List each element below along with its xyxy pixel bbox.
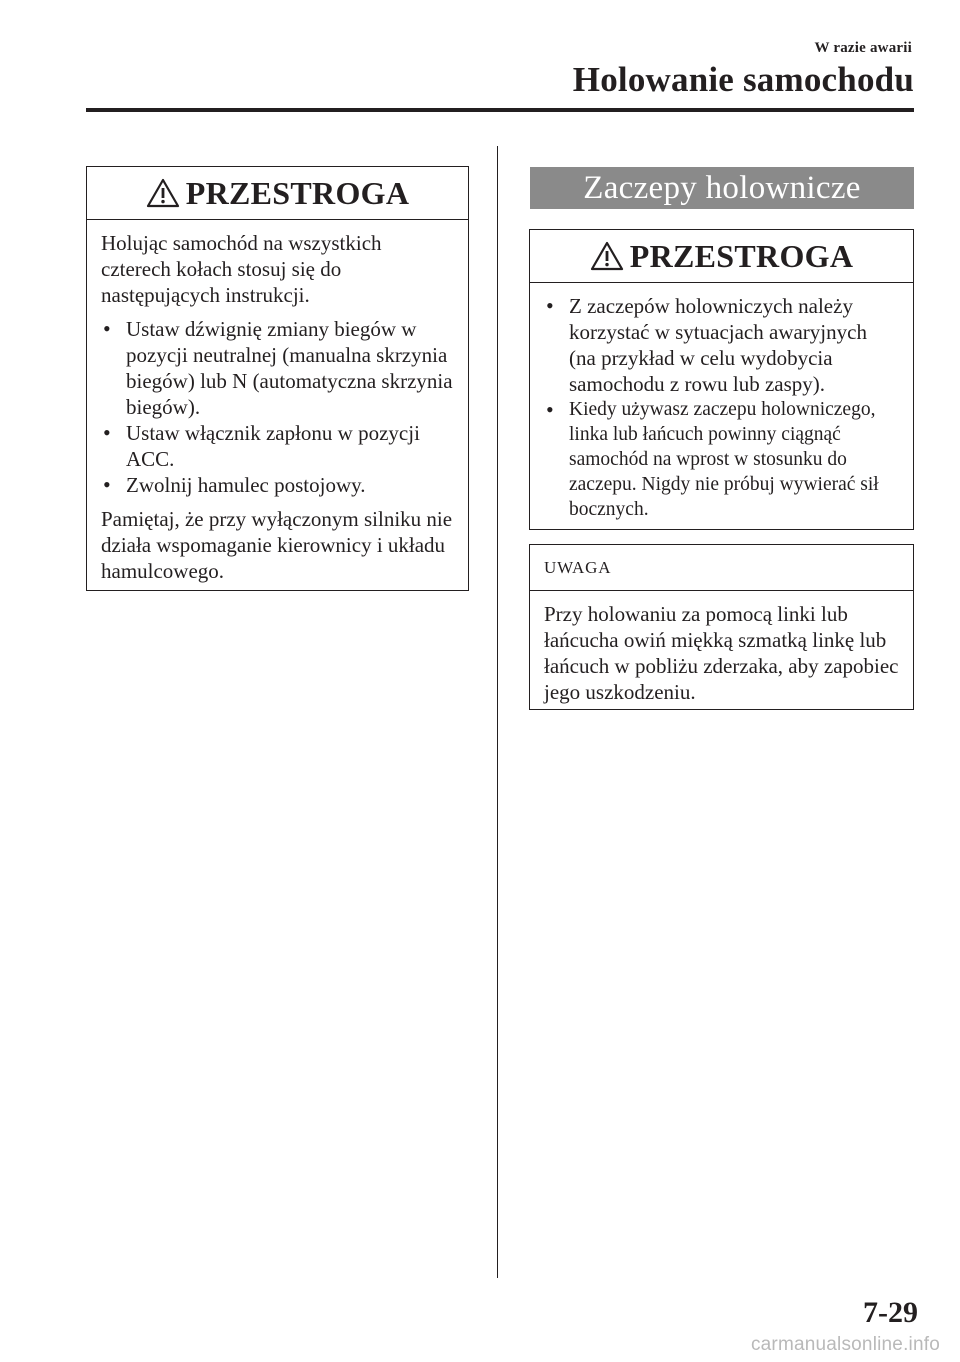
caution-header [87, 167, 468, 220]
section-title: Holowanie samochodu [572, 60, 914, 99]
caution-bullet: • Ustaw włącznik zapłonu w pozycji ACC. [101, 420, 454, 472]
caution-list [101, 316, 454, 498]
caution-bullet: • Ustaw dźwignię zmiany biegów w pozycji neutralnej (manualna skrzynia biegów) lub N (automatyczna skrzynia biegów). [101, 316, 454, 420]
section-banner: Zaczepy holownicze [530, 167, 914, 209]
warning-icon [590, 241, 624, 271]
caution-title: PRZESTROGA [629, 237, 854, 274]
caution-box-left [86, 166, 469, 591]
caution-bullet: • Zwolnij hamulec postojowy. [101, 472, 454, 498]
note-title: UWAGA [530, 545, 913, 591]
caution-body [87, 220, 468, 604]
chapter-label: W razie awarii [814, 40, 912, 56]
caution-body [530, 283, 913, 542]
note-text: Przy holowaniu za pomocą linki lub łańcucha owiń miękką szmatką linkę lub łańcuch w pobliżu zderzaka, aby zapobiec jego uszkodzeniu. [544, 602, 899, 704]
header-rule [86, 108, 914, 112]
column-divider [497, 146, 498, 1278]
watermark: carmanualsonline.info [750, 1334, 940, 1355]
caution-bullet: • Z zaczepów holowniczych należy korzystać w sytuacjach awaryjnych (na przykład w celu wydobycia samochodu z rowu lub zaspy). [544, 293, 899, 397]
note-box [529, 544, 914, 710]
caution-outro: Pamiętaj, że przy wyłączonym silniku nie działa wspomaganie kierownicy i układu hamulcowego. [101, 507, 453, 583]
caution-bullet: • Kiedy używasz zaczepu holowniczego, linka lub łańcuch powinny ciągnąć samochód na wprost w stosunku do zaczepu. Nigdy nie próbuj wywierać sił bocznych. [544, 397, 899, 522]
caution-box-right [529, 229, 914, 530]
caution-list [544, 293, 899, 522]
caution-title: PRZESTROGA [185, 174, 410, 211]
caution-header [530, 230, 913, 283]
warning-icon [146, 178, 180, 208]
page-number: 7-29 [863, 1296, 918, 1329]
caution-intro: Holując samochód na wszystkich czterech kołach stosuj się do następujących instrukcji. [101, 231, 382, 307]
note-body [530, 591, 913, 725]
